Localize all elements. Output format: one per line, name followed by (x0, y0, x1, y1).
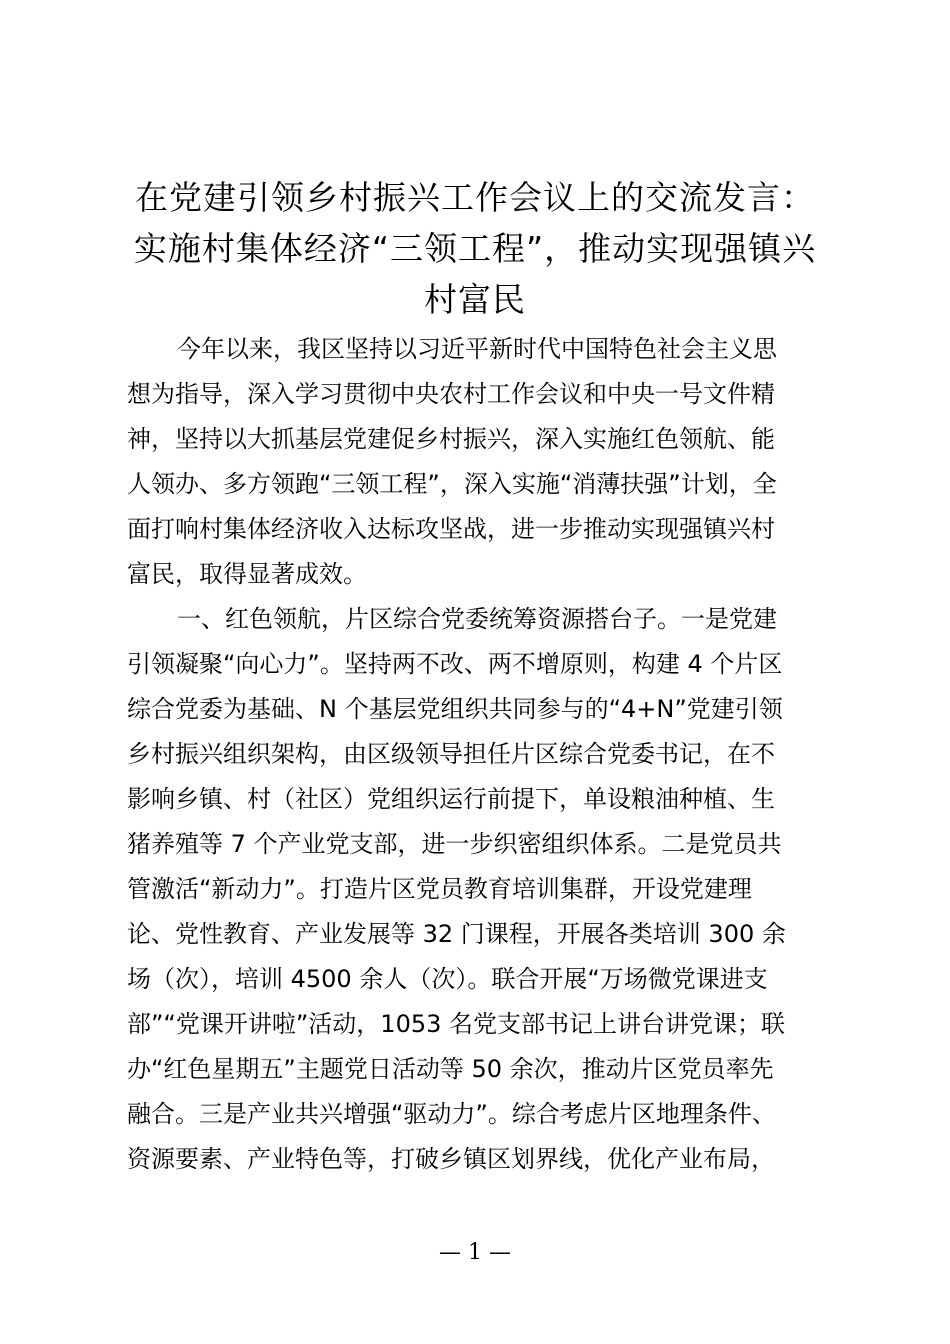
document-title (112, 172, 838, 325)
paragraph-line: 富民，取得显著成效。 (127, 560, 367, 588)
paragraph-line: 神，坚持以大抓基层党建促乡村振兴，深入实施红色领航、能 (127, 425, 775, 453)
paragraph-line: 引领凝聚“向心力”。坚持两不改、两不增原则，构建 4 个片区 (127, 650, 783, 678)
paragraph-line: 场（次），培训 4500 余人（次）。联合开展“万场微党课进支 (127, 965, 768, 993)
paragraph-line: 一、红色领航，片区综合党委统筹资源搭台子。一是党建 (177, 605, 777, 633)
title-line: 在党建引领乡村振兴工作会议上的交流发言： (135, 178, 815, 217)
paragraph-line: 乡村振兴组织架构，由区级领导担任片区综合党委书记，在不 (127, 740, 775, 768)
paragraph-line: 资源要素、产业特色等，打破乡镇区划界线，优化产业布局， (127, 1145, 775, 1173)
paragraph-line: 人领办、多方领跑“三领工程”，深入实施“消薄扶强”计划，全 (127, 470, 777, 498)
paragraph-line: 部”“党课开讲啦”活动，1053 名党支部书记上讲台讲党课；联 (127, 1010, 786, 1038)
paragraph-line: 综合党委为基础、N 个基层党组织共同参与的“4+N”党建引领 (127, 695, 783, 723)
page-number: — 1 — (439, 1240, 511, 1265)
paragraph-line: 想为指导，深入学习贯彻中央农村工作会议和中央一号文件精 (127, 380, 775, 408)
title-line: 村富民 (424, 280, 526, 319)
paragraph-line: 管激活“新动力”。打造片区党员教育培训集群，开设党建理 (127, 875, 752, 903)
paragraph-line: 猪养殖等 7 个产业党支部，进一步织密组织体系。二是党员共 (127, 830, 782, 858)
paragraph-line: 面打响村集体经济收入达标攻坚战，进一步推动实现强镇兴村 (127, 515, 775, 543)
paragraph-line: 影响乡镇、村（社区）党组织运行前提下，单设粮油种植、生 (127, 785, 775, 813)
paragraph-line: 论、党性教育、产业发展等 32 门课程，开展各类培训 300 余 (127, 920, 786, 948)
paragraph-line: 今年以来，我区坚持以习近平新时代中国特色社会主义思 (177, 335, 777, 363)
paragraph-line: 办“红色星期五”主题党日活动等 50 余次，推动片区党员率先 (127, 1055, 774, 1083)
document-body (127, 327, 827, 1182)
title-line: 实施村集体经济“三领工程”，推动实现强镇兴 (133, 229, 817, 268)
paragraph-line: 融合。三是产业共兴增强“驱动力”。综合考虑片区地理条件、 (127, 1100, 776, 1128)
